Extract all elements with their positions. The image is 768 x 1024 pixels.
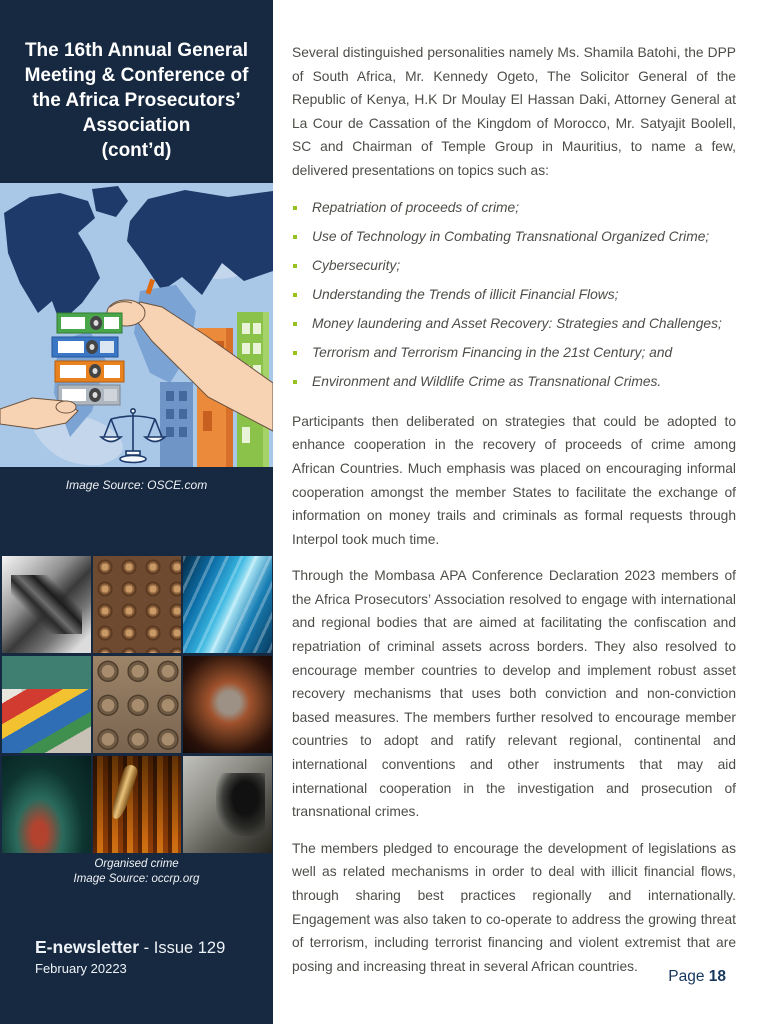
page-number	[668, 968, 726, 986]
topics-list	[292, 196, 736, 394]
grid-caption-source: Image Source: occrp.org	[73, 873, 200, 885]
grid-photo-surgery	[2, 756, 91, 853]
title-line: (cont’d)	[101, 140, 172, 161]
topic-item: Money laundering and Asset Recovery: Strategies and Challenges;	[292, 312, 736, 336]
grid-photo-oil-pipe	[183, 756, 272, 853]
grid-photo-fish	[183, 556, 272, 653]
newsletter-name: E-newsletter	[35, 937, 140, 957]
grid-photo-poppy-pods	[93, 656, 182, 753]
grid-photo-elephant	[183, 656, 272, 753]
topic-item: Repatriation of proceeds of crime;	[292, 196, 736, 220]
title-line: Meeting & Conference of	[24, 65, 249, 86]
topic-item: Environment and Wildlife Crime as Transnational Crimes.	[292, 370, 736, 394]
sidebar	[0, 0, 273, 1024]
page-title	[0, 38, 273, 163]
paragraph-declaration: Through the Mombasa APA Conference Declaration 2023 members of the Africa Prosecutors’ Association resolved to engage with international and regional bodies that are aimed at facilitating the confiscation and repatriation of criminal assets across borders. They also resolved to encourage member countries to develop and implement robust asset recovery mechanisms that uses both conviction and non-conviction based measures. The members further resolved to encourage member countries to adopt and ratify relevant regional, continental and international conventions and other instruments that may aid international cooperation in the investigation and prosecution of transnational crimes.	[292, 568, 736, 820]
page-number-value: 18	[708, 968, 726, 985]
paragraph-deliberations: Participants then deliberated on strategies that could be adopted to enhance cooperation in the recovery of proceeds of crime among African Countries. Much emphasis was placed on encouraging informal cooperation amongst the member States to facilitate the exchange of information on money trails and criminals as formal requests through Interpol took much time.	[292, 413, 736, 547]
topic-item: Understanding the Trends of illicit Financial Flows;	[292, 283, 736, 307]
issue-number: - Issue 129	[143, 939, 226, 957]
title-line: The 16th Annual General	[24, 40, 249, 61]
organised-crime-photo-grid	[2, 556, 272, 853]
paragraph-speakers: Several distinguished personalities namely Ms. Shamila Batohi, the DPP of South Africa, Mr. Kennedy Ogeto, The Solicitor General of the Republic of Kenya, H.K Dr Moulay El Hassan Daki, Attorney General at La Cour de Cassation of the Kingdom of Morocco, Mr. Satyajit Boolell, SC and Chairman of Temple Group in Mauritius, to name a few, delivered presentations on topics such as:	[292, 45, 736, 178]
issue-date: February 20223	[35, 961, 127, 976]
grid-caption	[0, 857, 273, 887]
grid-caption-title: Organised crime	[94, 858, 179, 870]
world-map-illustration	[0, 183, 273, 473]
topic-item: Cybersecurity;	[292, 254, 736, 278]
newsletter-footer	[35, 937, 273, 976]
map-image-caption: Image Source: OSCE.com	[65, 478, 208, 492]
grid-photo-timber	[93, 556, 182, 653]
paragraph-pledge: The members pledged to encourage the development of legislations as well as related mechanisms in order to deal with illicit financial flows, through sharing best practices regionally and internationally. Engagement was also taken to co-operate to address the growing threat of terrorism, including terrorist financing and violent extremist that are posing and increasing threat in several African countries.	[292, 840, 736, 974]
grid-photo-hands	[2, 556, 91, 653]
title-line: the Africa Prosecutors’	[32, 90, 241, 111]
page-label: Page	[668, 968, 705, 985]
grid-photo-smuggled-bags	[2, 656, 91, 753]
topic-item: Terrorism and Terrorism Financing in the 21st Century; and	[292, 341, 736, 365]
title-line: Association	[82, 115, 191, 136]
grid-photo-ammunition	[93, 756, 182, 853]
topic-item: Use of Technology in Combating Transnational Organized Crime;	[292, 225, 736, 249]
article-body	[273, 0, 768, 1024]
